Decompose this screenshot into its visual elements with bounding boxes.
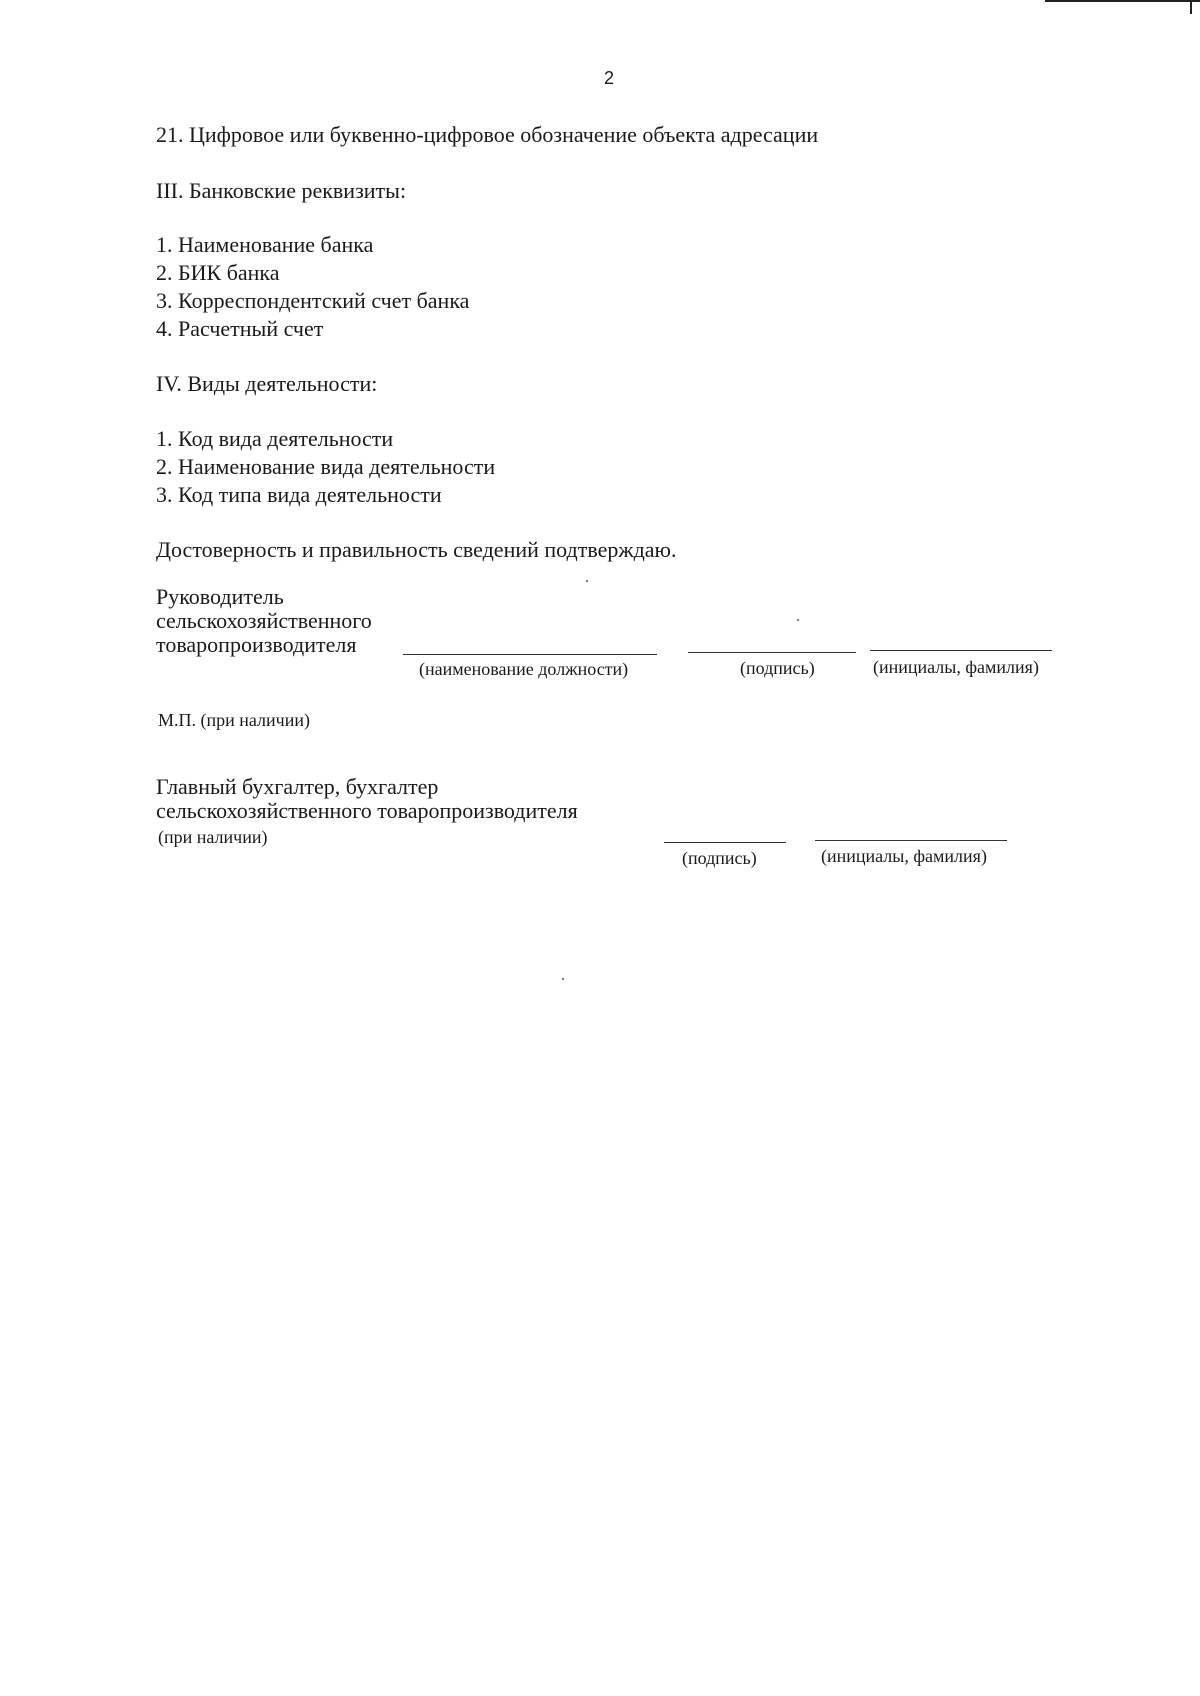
- list-item: 1. Наименование банка: [156, 232, 374, 257]
- name-signature-line: [870, 650, 1052, 651]
- scan-edge-mark-right: [1190, 0, 1192, 14]
- list-item: 3. Код типа вида деятельности: [156, 482, 442, 507]
- head-title-line: сельскохозяйственного: [156, 608, 372, 633]
- accountant-signature-line: [664, 842, 786, 843]
- accountant-caption-signature: (подпись): [682, 848, 757, 868]
- stamp-note: М.П. (при наличии): [158, 710, 310, 730]
- list-item: 2. Наименование вида деятельности: [156, 454, 496, 479]
- scan-speck: [797, 619, 799, 621]
- list-item: 1. Код вида деятельности: [156, 426, 394, 451]
- list-item: 4. Расчетный счет: [156, 316, 324, 341]
- signature-line: [688, 652, 856, 653]
- scan-speck: [562, 978, 564, 980]
- section-activity-heading: IV. Виды деятельности:: [156, 371, 378, 396]
- position-signature-line: [403, 654, 657, 655]
- scan-speck: [586, 580, 588, 582]
- scan-edge-mark: [1045, 0, 1200, 2]
- accountant-title-line: Главный бухгалтер, бухгалтер: [156, 774, 439, 799]
- accountant-note: (при наличии): [158, 827, 268, 847]
- list-item: 2. БИК банка: [156, 260, 280, 285]
- list-item: 3. Корреспондентский счет банка: [156, 288, 470, 313]
- caption-position: (наименование должности): [419, 659, 629, 679]
- accountant-title-line: сельскохозяйственного товаропроизводителя: [156, 798, 578, 823]
- page-number: 2: [604, 68, 615, 88]
- item-21: 21. Цифровое или буквенно-цифровое обозначение объекта адресации: [156, 122, 819, 147]
- caption-name: (инициалы, фамилия): [873, 657, 1039, 677]
- accountant-caption-name: (инициалы, фамилия): [821, 846, 987, 866]
- confirmation-text: Достоверность и правильность сведений подтверждаю.: [156, 537, 677, 562]
- head-title-line: Руководитель: [156, 584, 284, 609]
- caption-signature: (подпись): [740, 658, 815, 678]
- section-bank-heading: III. Банковские реквизиты:: [156, 178, 407, 203]
- accountant-name-line: [815, 840, 1007, 841]
- head-title-line: товаропроизводителя: [156, 632, 357, 657]
